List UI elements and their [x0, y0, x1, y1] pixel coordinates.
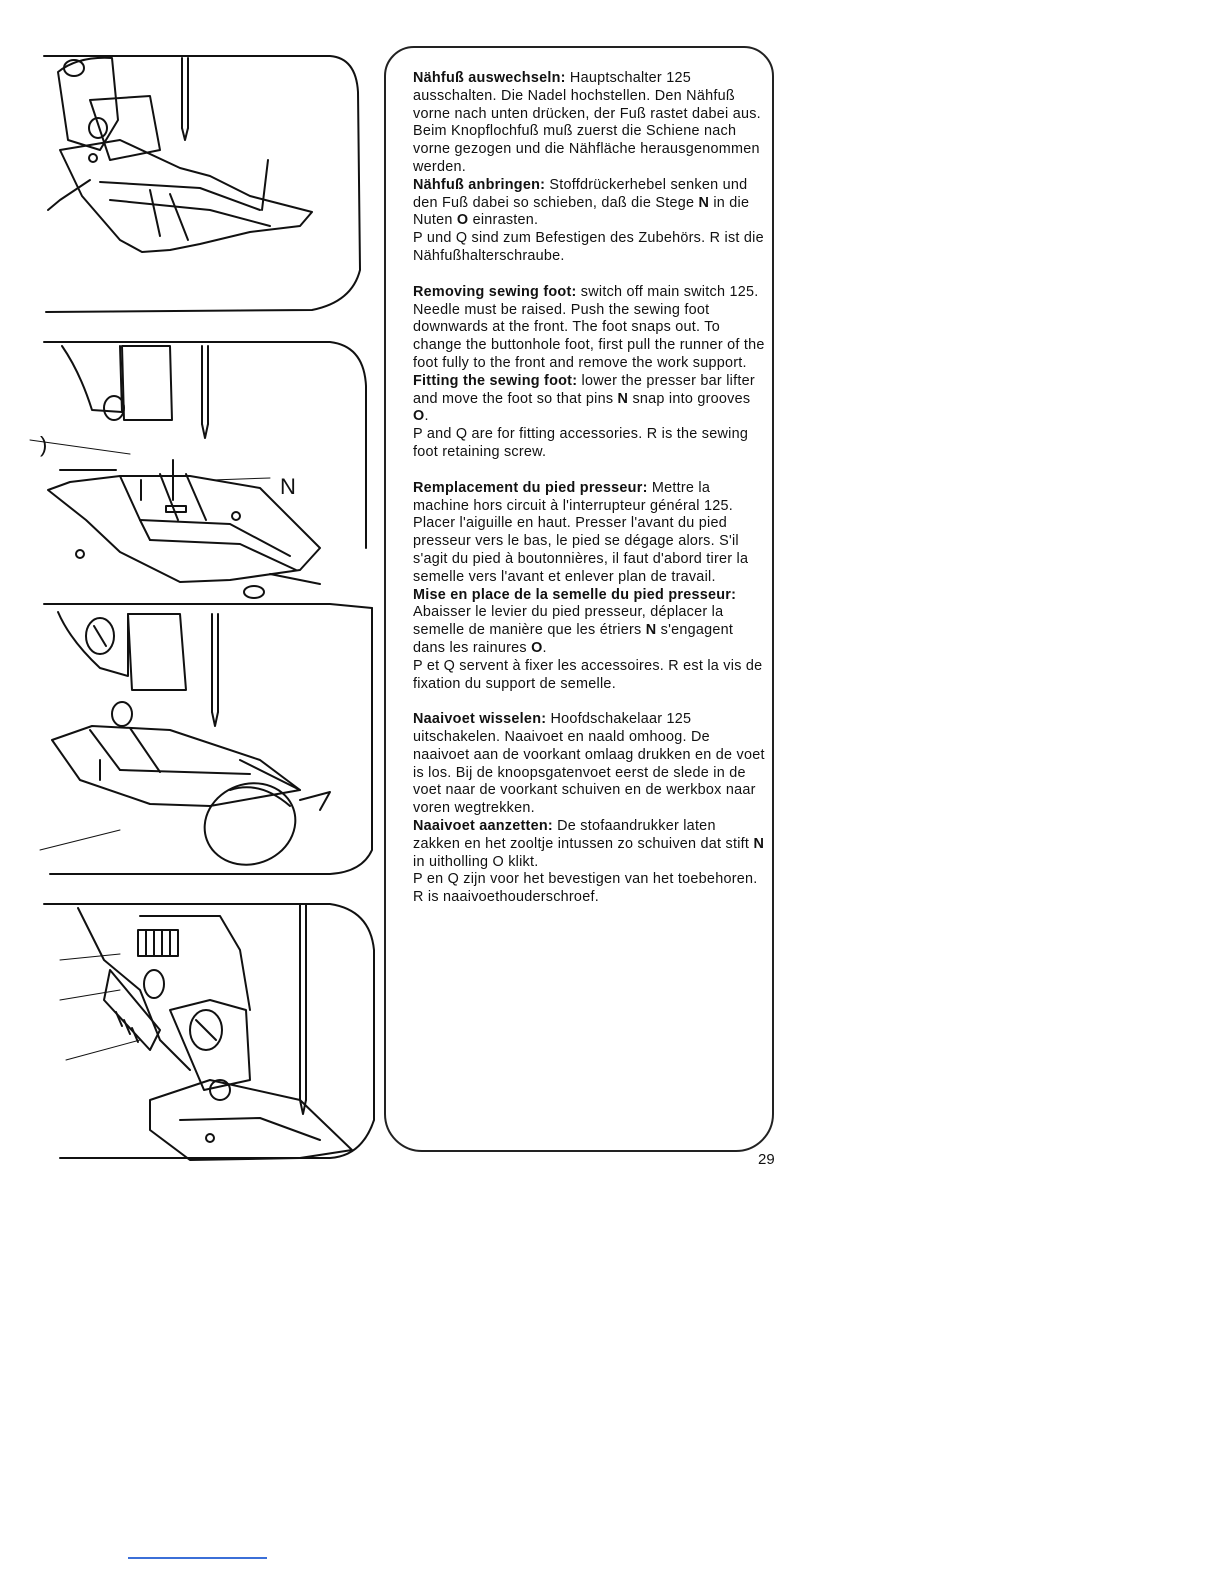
body-text: lower the presser bar lifter and move the foot so that pins [413, 372, 755, 407]
paragraph: P and Q are for fitting accessories. R is the sewing foot retaining screw. [413, 426, 749, 460]
sewing-foot-illustrations [0, 0, 390, 1180]
heading: Nähfuß anbringen: [413, 176, 546, 193]
paragraph [413, 587, 765, 658]
heading: Mise en place de la semelle du pied presseur: [413, 586, 737, 603]
body-text: Stoffdrückerhebel senken und den Fuß dabei so schieben, daß die Stege [413, 176, 748, 211]
heading: Remplacement du pied presseur: [413, 479, 648, 496]
body-text: . [542, 639, 547, 656]
paragraph: P und Q sind zum Befestigen des Zubehörs. R ist die Nähfußhalterschraube. [413, 230, 764, 264]
heading: Fitting the sewing foot: [413, 372, 578, 389]
section-english [413, 284, 765, 462]
paragraph: P et Q servent à fixer les accessoires. R est la vis de fixation du support de semelle. [413, 657, 763, 692]
label-n-ref: N [617, 390, 629, 407]
body-text: Hauptschalter 125 ausschalten. Die Nadel hochstellen. Den Nähfuß vorne nach unten drücken, der Fuß rastet dabei aus. Beim Knopflochfuß muß zuerst die Schiene nach vorne gezogen und die Nähfläche herausgenommen werden. [413, 70, 761, 175]
section-french [413, 480, 765, 694]
heading: Nähfuß auswechseln: [413, 70, 566, 86]
body-text: De stofaandrukker laten zakken en het zooltje intussen zo schuiven dat stift [413, 818, 754, 852]
body-text: Abaisser le levier du pied presseur, déplacer la semelle de manière que les étriers [413, 604, 724, 639]
paragraph [413, 480, 765, 587]
paragraph [413, 373, 765, 426]
label-o-ref: O [531, 639, 543, 656]
paragraph [413, 711, 765, 818]
section-german [413, 70, 765, 266]
label-n: N [280, 474, 296, 499]
heading: Naaivoet wisselen: [413, 711, 547, 728]
svg-text:): ) [40, 432, 48, 457]
body-text: s'engagent dans les rainures [413, 622, 734, 656]
heading: Removing sewing foot: [413, 283, 577, 300]
label-n-ref: N [753, 835, 765, 852]
body-text: switch off main switch 125. Needle must be raised. Push the sewing foot downwards at the front. The foot snaps out. To change the buttonhole foot, first pull the runner of the foot fully to the front and remove the work support. [413, 283, 765, 371]
paragraph [413, 177, 765, 230]
paragraph [413, 818, 765, 871]
body-text: Hoofdschakelaar 125 uitschakelen. Naaivoet en naald omhoog. De naaivoet aan de voorkant omlaag drukken en de voet is los. Bij de knoopsgatenvoet eerst de slede in de voet naar de voorkant schuiven en de werkbox naar voren wegtrekken. [413, 711, 765, 817]
text-column [413, 70, 765, 925]
body-text: Mettre la machine hors circuit à l'interrupteur général 125. Placer l'aiguille en haut. Presser l'avant du pied presseur vers le bas, le pied se dégage alors. S'il s'agit du pied à boutonnières, il faut d'abord tirer la semelle vers l'avant et enlever plan de travail. [413, 479, 749, 585]
body-text: in uitholling O klikt. [413, 853, 539, 870]
footer-line [128, 1557, 267, 1559]
paragraph [413, 284, 765, 373]
label-o-ref: O [413, 408, 425, 425]
label-n-ref: N [698, 194, 710, 211]
body-text: . [424, 408, 429, 425]
label-n-ref: N [645, 622, 657, 639]
heading: Naaivoet aanzetten: [413, 818, 553, 835]
body-text: einrasten. [468, 212, 539, 229]
label-o-ref: O [456, 212, 469, 229]
section-dutch [413, 711, 765, 907]
page-number: 29 [758, 1151, 775, 1168]
body-text: snap into grooves [628, 390, 751, 407]
paragraph [413, 70, 765, 177]
paragraph: P en Q zijn voor het bevestigen van het toebehoren. R is naaivoethouderschroef. [413, 871, 758, 906]
body-text: in die Nuten [413, 194, 750, 229]
